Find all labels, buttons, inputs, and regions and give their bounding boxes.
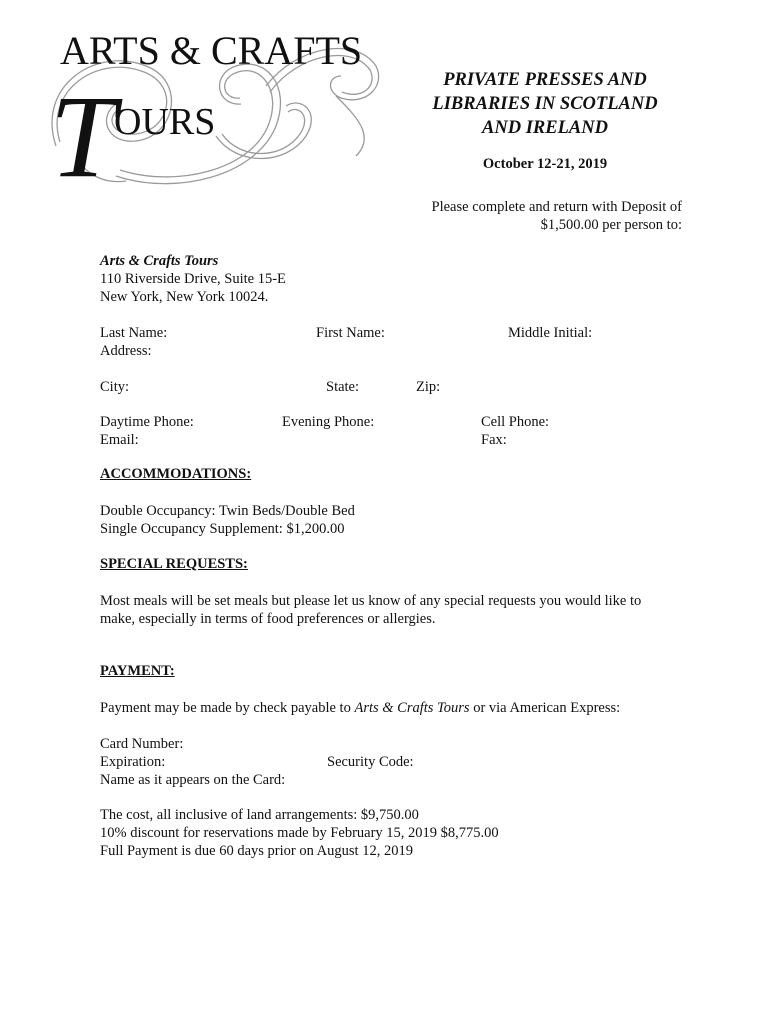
address-label: Address: <box>100 343 152 359</box>
payment-text-before: Payment may be made by check payable to <box>100 700 355 716</box>
last-name-label: Last Name: <box>100 325 168 341</box>
special-requests-line: Most meals will be set meals but please let us know of any special requests you would like to <box>100 593 642 609</box>
logo-line2: OURS <box>114 101 216 143</box>
fax-label: Fax: <box>481 432 507 448</box>
middle-initial-label: Middle Initial: <box>508 325 593 341</box>
company-logo <box>36 26 386 192</box>
accommodations-text <box>100 502 355 538</box>
logo-big-letter: T <box>50 71 116 192</box>
return-instruction <box>400 198 682 234</box>
special-requests-heading: SPECIAL REQUESTS: <box>100 556 248 572</box>
payment-heading: PAYMENT: <box>100 663 175 679</box>
payment-payee: Arts & Crafts Tours <box>354 700 470 716</box>
cost-line: Full Payment is due 60 days prior on August 12, 2019 <box>100 843 413 859</box>
logo-line1: ARTS & CRAFTS <box>60 28 363 73</box>
company-name: Arts & Crafts Tours <box>100 253 219 269</box>
tour-date: October 12-21, 2019 <box>482 156 608 172</box>
address-line: 110 Riverside Drive, Suite 15-E <box>100 271 286 287</box>
accommodation-line: Double Occupancy: Twin Beds/Double Bed <box>100 503 355 519</box>
zip-label: Zip: <box>416 379 441 395</box>
cell-phone-label: Cell Phone: <box>481 414 550 430</box>
email-label: Email: <box>100 432 139 448</box>
first-name-label: First Name: <box>316 325 385 341</box>
cost-line: 10% discount for reservations made by February 15, 2019 $8,775.00 <box>100 825 499 841</box>
evening-phone-label: Evening Phone: <box>282 414 375 430</box>
address-line: New York, New York 10024. <box>100 289 269 305</box>
name-on-card-label: Name as it appears on the Card: <box>100 772 286 788</box>
city-label: City: <box>100 379 130 395</box>
tour-title <box>400 68 690 140</box>
tour-title-line: AND IRELAND <box>482 118 608 138</box>
company-address <box>100 252 286 306</box>
accommodations-heading: ACCOMMODATIONS: <box>100 466 252 482</box>
instruction-line: Please complete and return with Deposit of <box>431 199 682 215</box>
cost-line: The cost, all inclusive of land arrangements: $9,750.00 <box>100 807 419 823</box>
payment-text-after: or via American Express: <box>469 700 621 716</box>
state-label: State: <box>326 379 360 395</box>
special-requests-line: make, especially in terms of food preferences or allergies. <box>100 611 436 627</box>
tour-title-line: LIBRARIES IN SCOTLAND <box>432 94 658 114</box>
payment-text <box>100 699 620 717</box>
tour-title-line: PRIVATE PRESSES AND <box>443 70 647 90</box>
card-number-label: Card Number: <box>100 736 184 752</box>
accommodation-line: Single Occupancy Supplement: $1,200.00 <box>100 521 345 537</box>
instruction-line: $1,500.00 per person to: <box>540 217 682 233</box>
security-code-label: Security Code: <box>327 754 414 770</box>
daytime-phone-label: Daytime Phone: <box>100 414 194 430</box>
special-requests-text <box>100 592 700 628</box>
cost-summary <box>100 806 499 860</box>
celtic-knot-logo <box>36 26 386 192</box>
expiration-label: Expiration: <box>100 754 166 770</box>
